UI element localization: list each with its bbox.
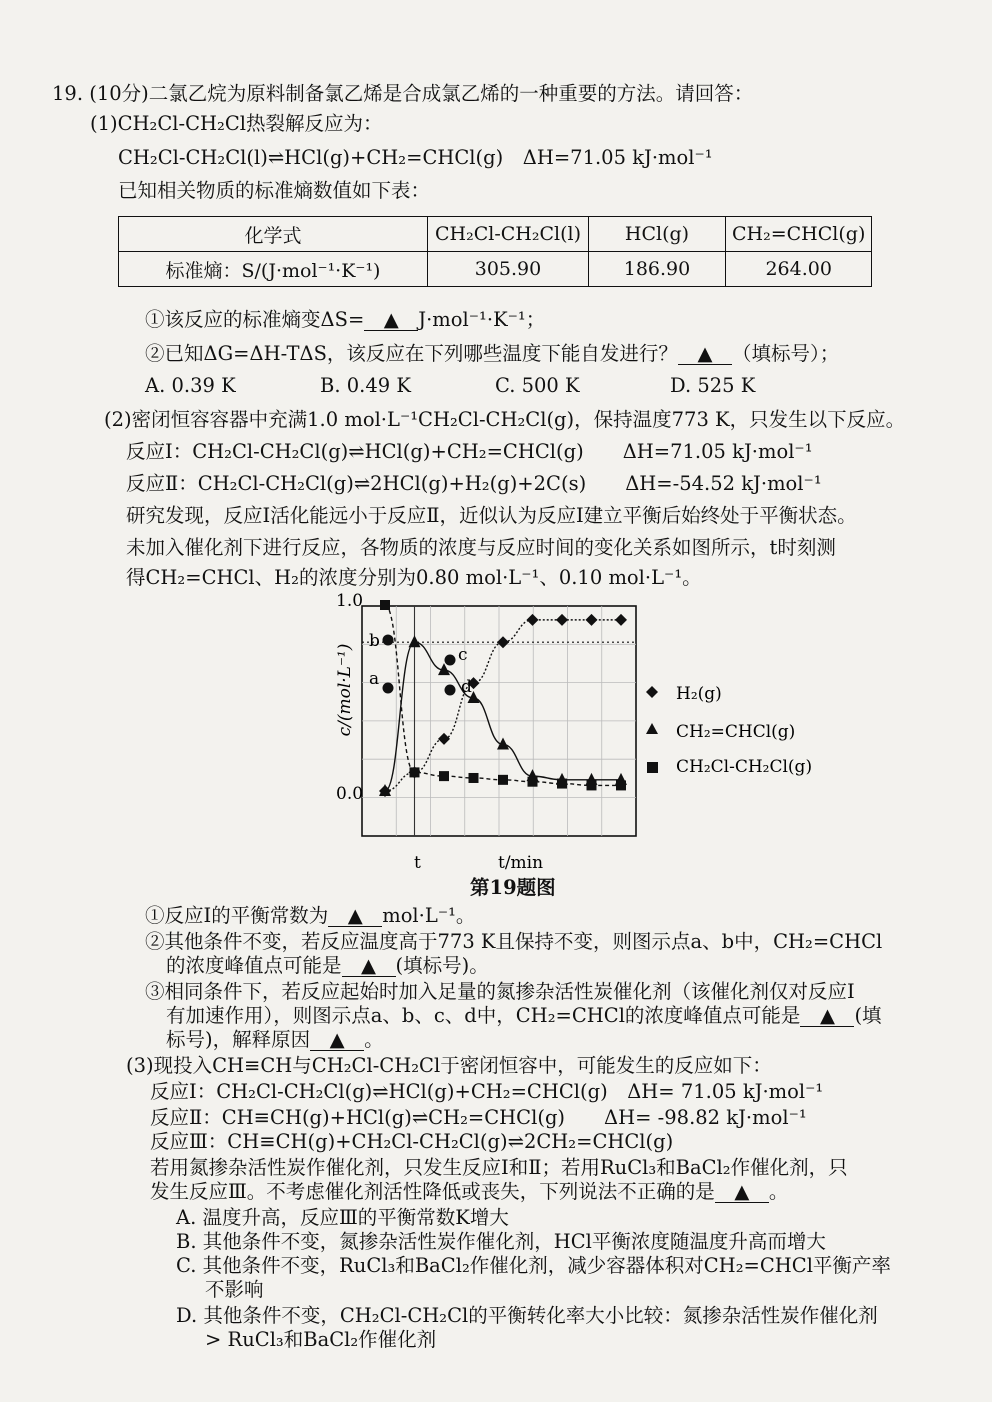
dichloroethane-data-point xyxy=(587,780,597,790)
question-text: 。 xyxy=(364,1028,384,1051)
legend-dichloroethane: CH₂Cl-CH₂Cl(g) xyxy=(676,757,813,777)
option-c: C. 500 K xyxy=(495,374,580,397)
question-text: 。 xyxy=(768,1180,789,1203)
part1-intro: (1)CH₂Cl-CH₂Cl热裂解反应为： xyxy=(90,112,383,135)
entropy-table xyxy=(118,216,872,287)
table-header: CH₂Cl-CH₂Cl(l) xyxy=(428,217,589,252)
table-cell: 186.90 xyxy=(589,252,726,287)
h2-data-point xyxy=(615,614,627,626)
answer-blank[interactable]: ▲ xyxy=(715,1182,769,1203)
point-label-c: c xyxy=(458,645,468,665)
answer-blank[interactable]: ▲ xyxy=(342,956,396,977)
part3-option-d-line1: D. 其他条件不变，CH₂Cl-CH₂Cl的平衡转化率大小比较：氮掺杂活性炭作催化剂 xyxy=(176,1304,878,1327)
y-tick-label: 0.0 xyxy=(336,784,364,804)
dichloroethane-data-point xyxy=(380,600,390,610)
dichloroethane-data-point xyxy=(498,775,508,785)
part3-intro: (3)现投入CH≡CH与CH₂Cl-CH₂Cl于密闭恒容中，可能发生的反应如下： xyxy=(126,1054,772,1077)
dichloroethane-data-point xyxy=(410,767,420,777)
answer-blank[interactable]: ▲ xyxy=(328,906,382,927)
dichloroethane-data-point xyxy=(557,779,567,789)
series-curves xyxy=(385,605,621,791)
question-text: mol·L⁻¹。 xyxy=(382,904,476,927)
part1-table-intro: 已知相关物质的标准熵数值如下表： xyxy=(118,179,431,202)
point-label-a: a xyxy=(369,669,380,689)
part2-text2: 未加入催化剂下进行反应，各物质的浓度与反应时间的变化关系如图所示，t时刻测 xyxy=(126,536,836,559)
legend xyxy=(646,684,812,777)
h2-data-point xyxy=(586,614,598,626)
candidate-peak-point xyxy=(445,655,456,666)
question-text: 标号)，解释原因 xyxy=(166,1028,311,1051)
part3-reaction2: 反应Ⅱ：CH≡CH(g)+HCl(g)⇌CH₂=CHCl(g) ΔH= -98.82 kJ·mol⁻¹ xyxy=(150,1106,807,1129)
question-text: ②已知ΔG=ΔH-TΔS，该反应在下列哪些温度下能自发进行？ xyxy=(145,342,678,365)
part2-question3-line2 xyxy=(166,1004,882,1028)
part2-text1: 研究发现，反应Ⅰ活化能远小于反应Ⅱ，近似认为反应Ⅰ建立平衡后始终处于平衡状态。 xyxy=(126,504,857,527)
series-line xyxy=(385,605,621,785)
option-d: D. 525 K xyxy=(670,374,756,397)
question-text: J·mol⁻¹·K⁻¹； xyxy=(418,308,546,331)
part3-text2 xyxy=(150,1180,788,1204)
figure-caption: 第19题图 xyxy=(470,876,556,899)
part2-question2-line1: ②其他条件不变，若反应温度高于773 K且保持不变，则图示点a、b中，CH₂=CHCl xyxy=(145,930,883,953)
legend-square-marker xyxy=(647,762,658,773)
question-text: 的浓度峰值点可能是 xyxy=(166,954,342,977)
h2-data-point xyxy=(438,733,450,745)
part3-option-d-line2: > RuCl₃和BaCl₂作催化剂 xyxy=(205,1328,437,1351)
option-b: B. 0.49 K xyxy=(320,374,411,397)
question-text: 有加速作用），则图示点a、b、c、d中，CH₂=CHCl的浓度峰值点可能是 xyxy=(166,1004,801,1027)
legend-vinyl-chloride: CH₂=CHCl(g) xyxy=(676,722,796,742)
table-cell: 305.90 xyxy=(428,252,589,287)
part2-intro: (2)密闭恒容容器中充满1.0 mol·L⁻¹CH₂Cl-CH₂Cl(g)，保持温度773 K，只发生以下反应。 xyxy=(104,408,906,431)
part2-reaction1: 反应Ⅰ：CH₂Cl-CH₂Cl(g)⇌HCl(g)+CH₂=CHCl(g) ΔH=71.05 kJ·mol⁻¹ xyxy=(126,440,813,463)
candidate-peak-point xyxy=(445,685,456,696)
part3-option-c-line2: 不影响 xyxy=(205,1278,264,1301)
part2-question3-line1: ③相同条件下，若反应起始时加入足量的氮掺杂活性炭催化剂（该催化剂仅对反应Ⅰ xyxy=(145,980,855,1003)
option-a: A. 0.39 K xyxy=(145,374,236,397)
h2-data-point xyxy=(556,614,568,626)
part2-reaction2: 反应Ⅱ：CH₂Cl-CH₂Cl(g)⇌2HCl(g)+H₂(g)+2C(s) ΔH=-54.52 kJ·mol⁻¹ xyxy=(126,472,822,495)
part2-question2-line2 xyxy=(166,954,489,978)
table-cell: 标准熵：S/(J·mol⁻¹·K⁻¹) xyxy=(119,252,428,287)
part2-question3-line3 xyxy=(166,1028,384,1052)
question-text: (填 xyxy=(854,1004,882,1027)
part2-text3: 得CH₂=CHCl、H₂的浓度分别为0.80 mol·L⁻¹、0.10 mol·L⁻¹。 xyxy=(126,566,702,589)
answer-blank[interactable]: ▲ xyxy=(678,344,732,365)
concentration-time-chart xyxy=(0,590,992,870)
data-markers xyxy=(379,600,627,797)
series-line xyxy=(385,642,621,791)
legend-triangle-marker xyxy=(646,723,658,734)
part3-option-a: A. 温度升高，反应Ⅲ的平衡常数K增大 xyxy=(176,1206,509,1229)
dichloroethane-data-point xyxy=(469,773,479,783)
question-text: 发生反应Ⅲ。不考虑催化剂活性降低或丧失，下列说法不正确的是 xyxy=(150,1180,715,1203)
candidate-peak-point xyxy=(383,635,394,646)
answer-blank[interactable]: ▲ xyxy=(310,1030,364,1051)
dichloroethane-data-point xyxy=(528,777,538,787)
legend-diamond-marker xyxy=(646,686,658,698)
point-label-b: b xyxy=(369,631,380,651)
question-text: ①反应Ⅰ的平衡常数为 xyxy=(145,904,329,927)
question-text: (填标号)。 xyxy=(395,954,489,977)
table-cell: 264.00 xyxy=(726,252,872,287)
part3-reaction1: 反应Ⅰ：CH₂Cl-CH₂Cl(g)⇌HCl(g)+CH₂=CHCl(g) ΔH= 71.05 kJ·mol⁻¹ xyxy=(150,1080,824,1103)
part1-question1 xyxy=(145,308,545,332)
point-label-d: d xyxy=(461,677,472,697)
part3-reaction3: 反应Ⅲ：CH≡CH(g)+CH₂Cl-CH₂Cl(g)⇌2CH₂=CHCl(g) xyxy=(150,1130,674,1153)
vinyl-chloride-data-point xyxy=(409,635,421,647)
answer-blank[interactable]: ▲ xyxy=(800,1006,854,1027)
x-tick-label: t xyxy=(414,853,421,870)
x-axis-label: t/min xyxy=(498,853,544,870)
question-text: （填标号）； xyxy=(731,342,840,365)
dichloroethane-data-point xyxy=(439,771,449,781)
part1-question2 xyxy=(145,342,839,366)
part2-question1 xyxy=(145,904,475,928)
y-axis-label: c/(mol·L⁻¹) xyxy=(335,643,355,737)
table-header: CH₂=CHCl(g) xyxy=(726,217,872,252)
question-text: ①该反应的标准熵变ΔS= xyxy=(145,308,365,331)
table-header: HCl(g) xyxy=(589,217,726,252)
table-header: 化学式 xyxy=(119,217,428,252)
legend-h2: H₂(g) xyxy=(676,684,722,704)
y-tick-label: 1.0 xyxy=(336,591,364,611)
dichloroethane-data-point xyxy=(616,780,626,790)
candidate-peak-point xyxy=(383,683,394,694)
part1-equation: CH₂Cl-CH₂Cl(l)⇌HCl(g)+CH₂=CHCl(g) ΔH=71.05 kJ·mol⁻¹ xyxy=(118,146,713,169)
part3-option-b: B. 其他条件不变，氮掺杂活性炭作催化剂，HCl平衡浓度随温度升高而增大 xyxy=(176,1230,826,1253)
part3-option-c-line1: C. 其他条件不变，RuCl₃和BaCl₂作催化剂，减少容器体积对CH₂=CHCl平衡产率 xyxy=(176,1254,891,1277)
question-header: 19. (10分)二氯乙烷为原料制备氯乙烯是合成氯乙烯的一种重要的方法。请回答： xyxy=(52,82,754,105)
answer-blank[interactable]: ▲ xyxy=(364,310,418,331)
part3-text1: 若用氮掺杂活性炭作催化剂，只发生反应Ⅰ和Ⅱ；若用RuCl₃和BaCl₂作催化剂，只 xyxy=(150,1156,848,1179)
h2-data-point xyxy=(527,614,539,626)
